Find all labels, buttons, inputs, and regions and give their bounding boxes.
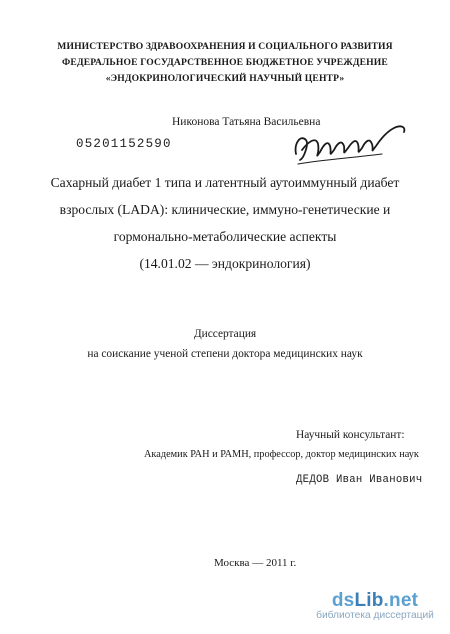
city-year: Москва — 2011 г. <box>214 557 297 569</box>
degree-line: на соискание ученой степени доктора медицинских наук <box>87 348 363 360</box>
title-line-4: (14.01.02 — эндокринология) <box>139 256 311 271</box>
watermark-subtitle: библиотека диссертаций <box>316 610 434 621</box>
watermark-logo-net: .net <box>383 590 419 611</box>
signature-image <box>290 114 418 172</box>
watermark-logo-lib: Lib <box>354 590 384 611</box>
consultant-position: Академик РАН и РАМН, профессор, доктор медицинских наук <box>144 449 419 460</box>
author-name: Никонова Татьяна Васильевна <box>172 116 321 128</box>
header-line-1: МИНИСТЕРСТВО ЗДРАВООХРАНЕНИЯ И СОЦИАЛЬНОГО РАЗВИТИЯ <box>57 41 393 52</box>
watermark-logo <box>306 590 444 612</box>
consultant-label: Научный консультант: <box>296 429 405 441</box>
work-type: Диссертация <box>193 328 257 340</box>
header-line-2: ФЕДЕРАЛЬНОЕ ГОСУДАРСТВЕННОЕ БЮДЖЕТНОЕ УЧРЕЖДЕНИЕ <box>62 57 388 68</box>
header-line-3: «ЭНДОКРИНОЛОГИЧЕСКИЙ НАУЧНЫЙ ЦЕНТР» <box>105 73 345 84</box>
title-line-3: гормонально-метаболические аспекты <box>113 229 337 244</box>
watermark-logo-ds: ds <box>331 590 355 611</box>
title-line-1: Сахарный диабет 1 типа и латентный аутоиммунный диабет <box>50 175 400 190</box>
watermark <box>306 590 444 621</box>
consultant-name: ДЕДОВ Иван Иванович <box>296 474 423 486</box>
title-line-2: взрослых (LADA): клинические, иммуно-генетические и <box>59 202 391 217</box>
registration-number: 05201152590 <box>76 137 172 151</box>
